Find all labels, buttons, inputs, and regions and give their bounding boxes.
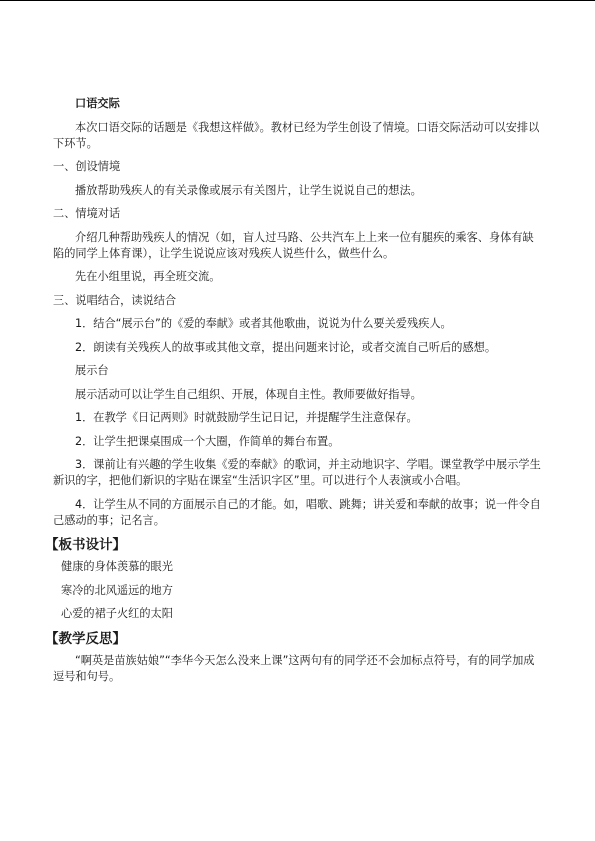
board-design-heading: 【板书设计】 bbox=[45, 537, 126, 553]
paragraph-sing-read-2: 2．朗读有关残疾人的故事或其他文章，提出问题来讨论，或者交流自己听后的感想。 bbox=[75, 340, 497, 354]
document-body bbox=[45, 96, 543, 692]
paragraph-dialogue-1: 介绍几种帮助残疾人的情况（如，盲人过马路、公共汽车上上来一位有腿疾的乘客、身体有缺陷的同学上体育课），让学生说说应该对残疾人说些什么，做些什么。 bbox=[53, 230, 534, 260]
teaching-reflection-heading: 【教学反思】 bbox=[45, 630, 126, 647]
board-line: 心爱的裙子火红的太阳 bbox=[61, 607, 173, 620]
paragraph-intro: 本次口语交际的话题是《我想这样做》。教材已经为学生创设了情境。口语交际活动可以安排以下环节。 bbox=[53, 120, 540, 150]
section-title-showcase: 展示台 bbox=[75, 364, 109, 377]
paragraph-dialogue-2: 先在小组里说，再全班交流。 bbox=[75, 270, 221, 283]
section-title-oral: 口语交际 bbox=[75, 97, 120, 110]
heading-dialogue: 二、情境对话 bbox=[53, 207, 121, 220]
showcase-item-2: 2．让学生把课桌围成一个大圈，作简单的舞台布置。 bbox=[75, 434, 340, 448]
paragraph-create-scene: 播放帮助残疾人的有关录像或展示有关图片，让学生说说自己的想法。 bbox=[75, 183, 422, 197]
paragraph-reflection: “啊英是苗族姑娘”“李华今天怎么没来上课”这两句有的同学还不会加标点符号，有的同学加成逗号和句号。 bbox=[53, 653, 535, 683]
board-line: 健康的身体羡慕的眼光 bbox=[61, 560, 173, 573]
heading-sing-read: 三、说唱结合，读说结合 bbox=[53, 293, 177, 307]
paragraph-showcase: 展示活动可以让学生自己组织、开展，体现自主性。教师要做好指导。 bbox=[75, 387, 422, 401]
heading-create-scene: 一、创设情境 bbox=[53, 160, 121, 173]
showcase-item-1: 1．在教学《日记两则》时就鼓励学生记日记，并提醒学生注意保存。 bbox=[75, 411, 418, 424]
top-border-line bbox=[0, 0, 595, 1]
showcase-item-3: 3．课前让有兴趣的学生收集《爱的奉献》的歌词，并主动地识字、学唱。课堂教学中展示学生新识的字，把他们新识的字贴在课室“生活识字区”里。可以进行个人表演或小合唱。 bbox=[53, 458, 541, 487]
paragraph-sing-read-1: 1．结合“展示台”的《爱的奉献》或者其他歌曲，说说为什么要关爱残疾人。 bbox=[75, 317, 452, 330]
board-line: 寒冷的北风遥远的地方 bbox=[61, 583, 173, 597]
showcase-item-4: 4．让学生从不同的方面展示自己的才能。如，唱歌、跳舞；讲关爱和奉献的故事；说一件令自己感动的事；记名言。 bbox=[53, 497, 541, 527]
